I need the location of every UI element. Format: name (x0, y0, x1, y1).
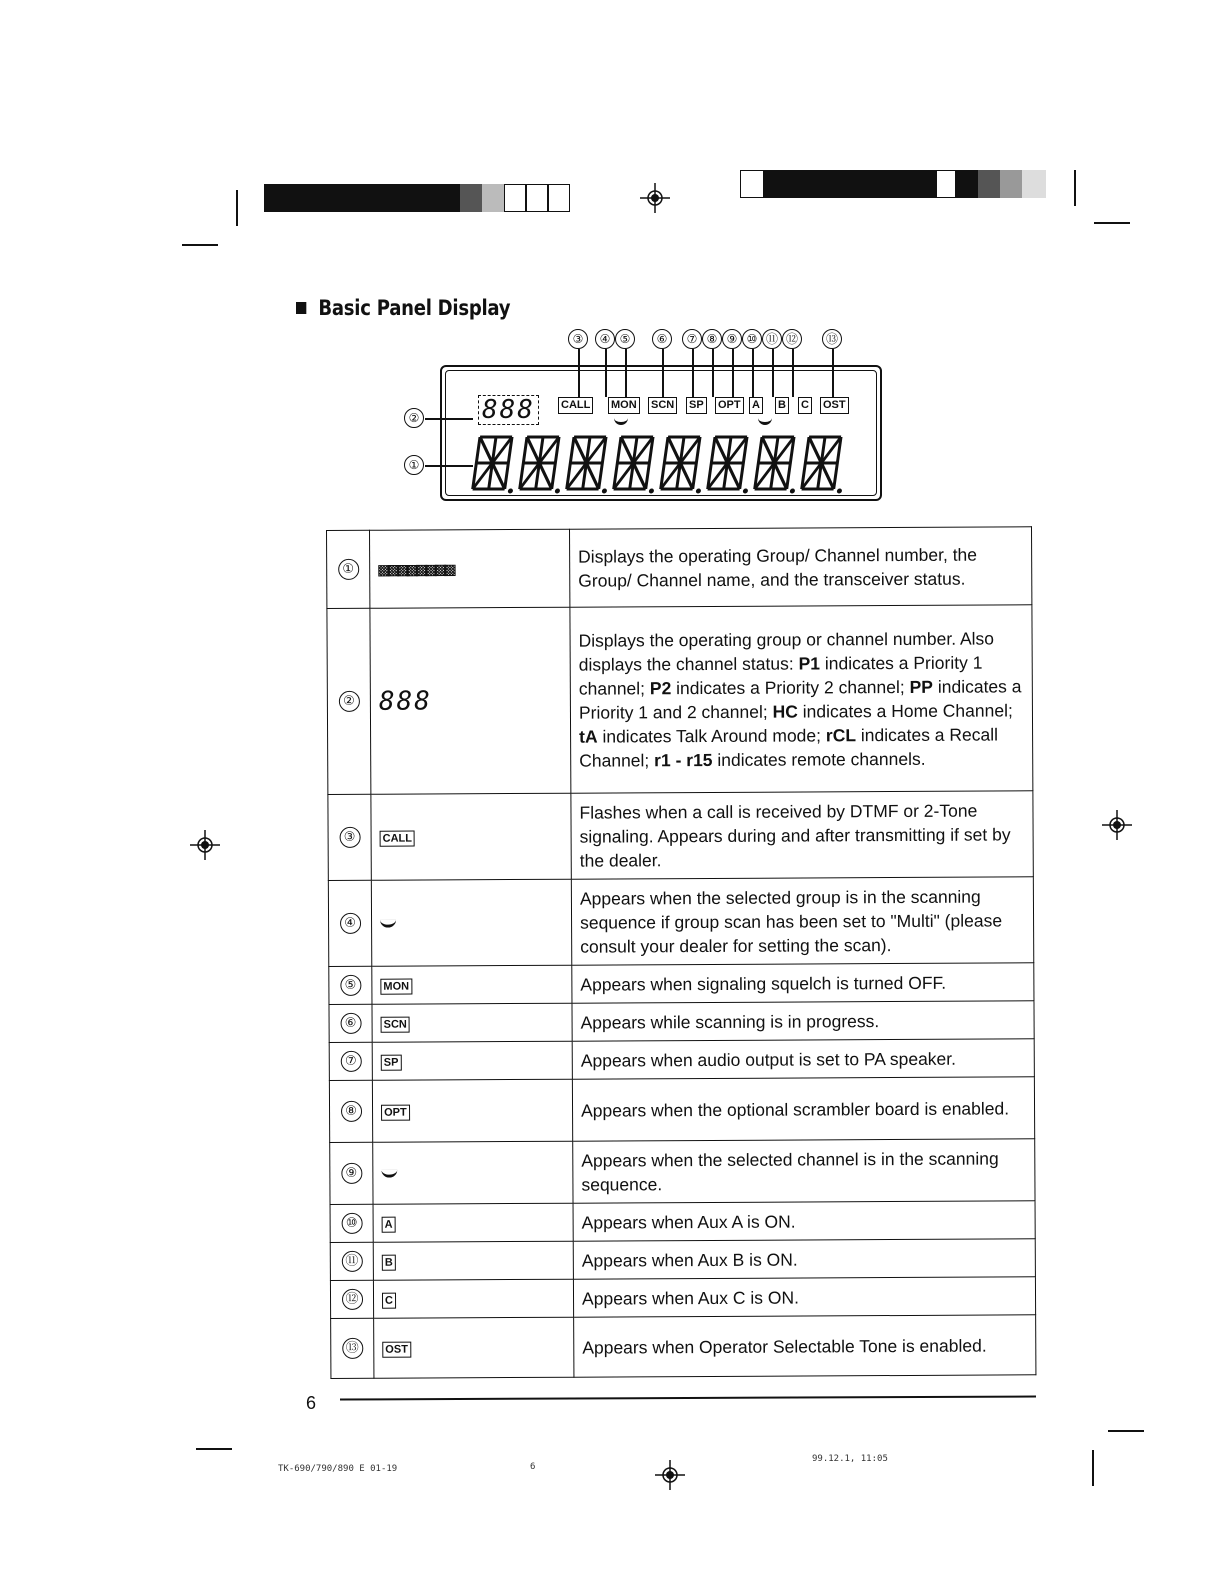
alnum-digit (613, 437, 661, 494)
callout-9: ⑨ (722, 329, 742, 349)
row-description: Appears when audio output is set to PA speaker. (572, 1039, 1034, 1079)
registration-bar-right (740, 170, 1046, 198)
row-number-cell (331, 1318, 374, 1378)
row-number: ① (338, 559, 359, 580)
leader-line (425, 465, 473, 467)
trim-mark (1074, 170, 1076, 206)
callout-6: ⑥ (652, 329, 672, 349)
row-number: ⑨ (341, 1163, 362, 1184)
trim-mark (196, 1448, 232, 1450)
row-number-cell (329, 1080, 372, 1142)
lcd-small-digits: 888 (478, 395, 539, 425)
row-number: ② (338, 691, 359, 712)
row-description: Appears when Aux A is ON. (573, 1201, 1035, 1241)
lcd-icon-call: CALL (558, 397, 593, 414)
callout-10: ⑩ (742, 329, 762, 349)
bullet-square-icon (296, 302, 306, 314)
footer-left: TK-690/790/890 E 01-19 (278, 1464, 398, 1474)
table-row (327, 527, 1032, 609)
small-digits-icon: 888 (378, 685, 432, 717)
scan-arrow-icon (381, 1169, 397, 1177)
lcd-icon-mon: MON (380, 978, 412, 994)
trim-mark (182, 244, 218, 246)
row-description: Appears while scanning is in progress. (572, 1001, 1034, 1041)
lcd-icon-opt: OPT (715, 397, 744, 414)
lcd-icon-scn: SCN (648, 397, 677, 414)
table-row (327, 605, 1033, 795)
row-icon-cell (370, 607, 571, 794)
lcd-icon-ost: OST (820, 397, 849, 414)
trim-mark (1108, 1430, 1144, 1432)
row-description: Appears when Operator Selectable Tone is enabled. (574, 1315, 1036, 1377)
row-icon-cell (373, 1279, 573, 1318)
row-description: Appears when the optional scrambler board is enabled. (572, 1077, 1034, 1141)
registration-crosshair-icon (1102, 810, 1132, 840)
table-row (330, 1277, 1035, 1319)
row-icon-cell (371, 793, 571, 880)
row-number-cell (330, 1280, 373, 1318)
section-title: Basic Panel Display (296, 296, 510, 320)
page-number: 6 (306, 1393, 317, 1413)
lcd-icon-ost: OST (382, 1341, 411, 1357)
leader-line (425, 418, 473, 420)
trim-mark (1092, 1450, 1094, 1486)
row-number: ⑫ (341, 1289, 362, 1310)
trim-mark (236, 190, 238, 226)
row-description: Flashes when a call is received by DTMF or 2-Tone signaling. Appears during and after transmitting if set by the dealer. (571, 791, 1033, 879)
lcd-alphanumeric-segments (470, 433, 860, 495)
row-number-cell (330, 1142, 373, 1204)
row-icon-cell (374, 1317, 574, 1378)
footer-right: 99.12.1, 11:05 (812, 1454, 888, 1464)
row-icon-cell (373, 1241, 573, 1280)
table-row (329, 1001, 1034, 1043)
row-description: Appears when the selected channel is in the scanning sequence. (573, 1139, 1035, 1203)
lcd-diagram (400, 325, 890, 510)
registration-crosshair-icon (655, 1460, 685, 1490)
lcd-icon-scn: SCN (381, 1016, 410, 1032)
table-row (330, 1139, 1035, 1205)
row-number: ⑩ (341, 1213, 362, 1234)
trim-mark (1094, 222, 1130, 224)
row-description: Displays the operating group or channel number. Also displays the channel status: P1 indicates a Priority 1 channel; P2 indicates a Priority 2 channel; PP indicates a Priority 1 and 2 channel; HC indicates a Home Channel; tA indicates Talk Around mode; rCL indicates a Recall Channel; r1 - r15 indicates remote channels. (570, 605, 1033, 793)
alnum-digit (801, 437, 849, 494)
callout-3: ③ (568, 329, 588, 349)
lcd-icon-c: C (382, 1292, 396, 1308)
table-row (328, 877, 1033, 967)
row-number-cell (329, 1042, 372, 1080)
callout-8: ⑧ (702, 329, 722, 349)
panel-display-table (326, 526, 1036, 1379)
row-number: ⑬ (342, 1338, 363, 1359)
row-icon-cell (372, 1079, 572, 1142)
alnum-digit (472, 437, 520, 494)
row-number-cell (328, 880, 371, 966)
row-number-cell (330, 1242, 373, 1280)
alnum-digit (566, 437, 614, 494)
table-row (331, 1315, 1036, 1379)
callout-11: ⑪ (762, 329, 782, 349)
row-description: Appears when the selected group is in the scanning sequence if group scan has been set to "Multi" (please consult your dealer for setting the scan). (571, 877, 1033, 965)
alnum-digit (519, 437, 567, 494)
alnum-digit (754, 437, 802, 494)
lcd-icon-opt: OPT (381, 1104, 410, 1120)
row-icon-cell (372, 1003, 572, 1042)
lcd-icon-a: A (749, 397, 763, 414)
bottom-rule (340, 1395, 1036, 1400)
alphanumeric-display-icon: ▩▩▩▩▩▩▩▩ (378, 557, 454, 581)
callout-12: ⑫ (782, 329, 802, 349)
table-row (330, 1239, 1035, 1281)
registration-crosshair-icon (640, 183, 670, 213)
row-icon-cell (373, 1203, 573, 1242)
callout-5: ⑤ (615, 329, 635, 349)
callout-13: ⑬ (822, 329, 842, 349)
lcd-icon-b: B (382, 1254, 396, 1270)
lcd-icon-b: B (775, 397, 789, 414)
footer-center: 6 (530, 1462, 536, 1472)
row-number-cell (328, 794, 371, 880)
lcd-icon-sp: SP (686, 397, 707, 414)
row-number: ⑥ (340, 1013, 361, 1034)
row-number: ④ (340, 913, 361, 934)
lcd-icon-c: C (798, 397, 812, 414)
row-number: ⑪ (341, 1251, 362, 1272)
row-description: Appears when Aux B is ON. (573, 1239, 1035, 1279)
row-icon-cell (372, 965, 572, 1004)
registration-bar-left (264, 184, 570, 212)
lcd-icon-a: A (382, 1216, 396, 1232)
callout-4: ④ (595, 329, 615, 349)
row-number-cell (327, 608, 371, 794)
row-icon-cell (370, 529, 570, 608)
alnum-digit (660, 437, 708, 494)
table-row (329, 963, 1034, 1005)
row-number: ⑤ (340, 975, 361, 996)
row-icon-cell (371, 879, 571, 966)
lcd-icon-call: CALL (380, 830, 415, 846)
row-number-cell (330, 1204, 373, 1242)
table-row (329, 1077, 1034, 1143)
row-description: Appears when Aux C is ON. (573, 1277, 1035, 1317)
row-number: ⑦ (340, 1051, 361, 1072)
lcd-icon-mon: MON (608, 397, 640, 414)
row-description: Displays the operating Group/ Channel number, the Group/ Channel name, and the transceiver status. (569, 527, 1031, 607)
lcd-icon-sp: SP (381, 1054, 402, 1070)
row-icon-cell (373, 1141, 573, 1204)
table-row (329, 1039, 1034, 1081)
row-icon-cell (372, 1041, 572, 1080)
callout-1: ① (404, 455, 424, 475)
row-number-cell (329, 1004, 372, 1042)
registration-crosshair-icon (190, 830, 220, 860)
table-row (330, 1201, 1035, 1243)
row-description: Appears when signaling squelch is turned OFF. (572, 963, 1034, 1003)
scan-arrow-icon (380, 919, 396, 927)
row-number: ③ (339, 827, 360, 848)
row-number-cell (329, 966, 372, 1004)
alnum-digit (707, 437, 755, 494)
callout-7: ⑦ (682, 329, 702, 349)
table-row (328, 791, 1033, 881)
row-number: ⑧ (340, 1101, 361, 1122)
callout-2: ② (404, 408, 424, 428)
row-number-cell (327, 530, 370, 608)
